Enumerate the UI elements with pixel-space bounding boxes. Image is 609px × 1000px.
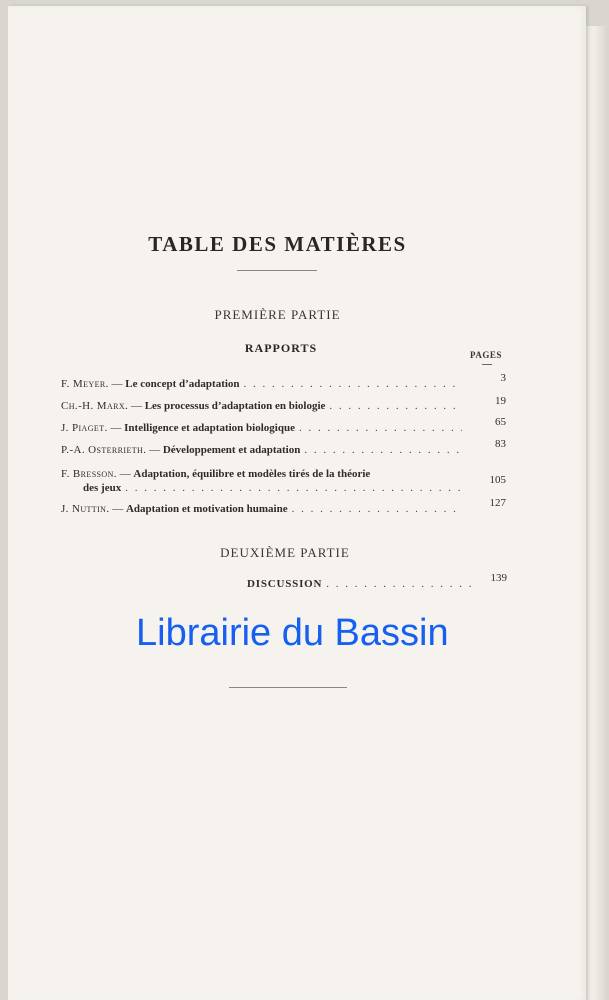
toc-page-number: 127: [489, 497, 506, 509]
toc-entry: [61, 438, 506, 457]
part-one-heading: PREMIÈRE PARTIE: [214, 307, 341, 322]
toc-leader-dots: [329, 399, 462, 413]
toc-entry-discussion: [247, 572, 507, 590]
watermark-text: Librairie du Bassin: [136, 612, 449, 654]
toc-title-continuation: des jeux: [83, 482, 122, 494]
toc-leader-dots: [326, 578, 475, 590]
toc-separator: —: [146, 444, 163, 456]
toc-separator: —: [128, 400, 145, 412]
toc-title: Adaptation, équilibre et modèles tirés de la théorie: [133, 468, 371, 480]
toc-leader-dots: [292, 502, 462, 516]
toc-leader-dots: [125, 481, 462, 495]
toc-separator: —: [109, 503, 126, 515]
toc-leader-dots: [244, 377, 462, 391]
toc-author: J. Piaget.: [61, 422, 108, 434]
toc-page-number: 105: [489, 474, 506, 486]
title-divider: [237, 270, 317, 271]
toc-title: Le concept d’adaptation: [125, 378, 240, 390]
toc-entry: [61, 372, 506, 391]
toc-leader-dots: [304, 443, 462, 457]
toc-page-number: 65: [495, 416, 506, 428]
toc-entry: [61, 416, 506, 435]
page-title: TABLE DES MATIÈRES: [148, 232, 407, 256]
toc-author: J. Nuttin.: [61, 503, 110, 515]
toc-author: F. Meyer.: [61, 378, 109, 390]
discussion-title: DISCUSSION: [247, 578, 323, 590]
toc-separator: —: [108, 378, 126, 390]
toc-title: Adaptation et motivation humaine: [125, 503, 288, 515]
bottom-divider: [229, 687, 347, 688]
pages-column-label: PAGES: [470, 350, 502, 360]
toc-page-number: 83: [495, 438, 506, 450]
page-edge: [586, 26, 606, 1000]
toc-title: Les processus d’adaptation en biologie: [144, 400, 326, 412]
part-two-heading: DEUXIÈME PARTIE: [220, 545, 350, 560]
toc-title: Développement et adaptation: [162, 444, 301, 456]
toc-separator: —: [107, 422, 125, 434]
toc-entry: [61, 497, 506, 516]
toc-entry: [61, 395, 506, 413]
toc-author: F. Bresson.: [61, 468, 117, 480]
toc-entry: [61, 467, 506, 495]
discussion-page-number: 139: [490, 572, 507, 584]
pages-underline: [482, 364, 492, 365]
toc-title: Intelligence et adaptation biologique: [124, 422, 295, 434]
toc-author: Ch.-H. Marx.: [61, 400, 129, 412]
toc-leader-dots: [299, 421, 462, 435]
toc-author: P.-A. Osterrieth.: [61, 444, 147, 456]
toc-page-number: 19: [495, 395, 506, 407]
toc-page-number: 3: [500, 372, 506, 384]
section-heading-rapports: RAPPORTS: [244, 341, 318, 355]
toc-separator: —: [116, 468, 134, 480]
